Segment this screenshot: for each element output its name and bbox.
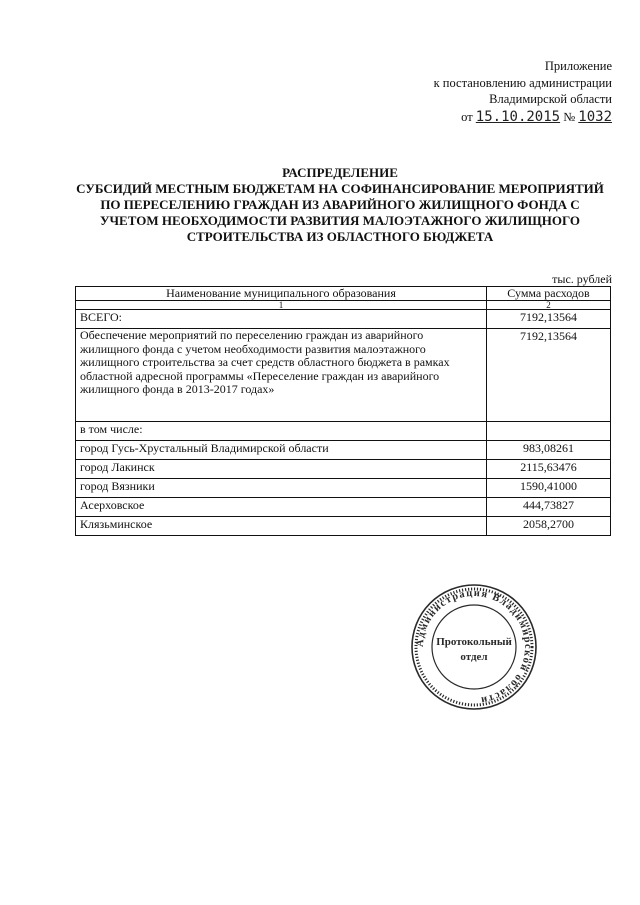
row-name: Асерховское [76, 498, 487, 517]
document-title [70, 165, 610, 245]
row-name: город Лакинск [76, 460, 487, 479]
appendix-label: Приложение [544, 59, 612, 73]
number-value: 1032 [578, 108, 612, 125]
date-prefix: от [461, 109, 473, 124]
program-label: Обеспечение мероприятий по переселению граждан из аварийного жилищного фонда с учетом необходимости развития малоэтажного жилищного строительства за счет средств областного бюджета в рамках областной адресной программы «Переселение граждан из аварийного жилищного фонда в 2013-2017 годах» [76, 329, 487, 422]
title-line-2: СУБСИДИЙ МЕСТНЫМ БЮДЖЕТАМ НА СОФИНАНСИРОВАНИЕ МЕРОПРИЯТИЙ [76, 181, 604, 196]
table-row [76, 498, 611, 517]
row-value: 444,73827 [487, 498, 611, 517]
total-row [76, 310, 611, 329]
stamp-center-line-2: отдел [460, 651, 488, 663]
row-name: город Вязники [76, 479, 487, 498]
date-number-line [434, 109, 612, 126]
total-label: ВСЕГО: [76, 310, 487, 329]
row-value: 983,08261 [487, 441, 611, 460]
program-value: 7192,13564 [487, 329, 611, 422]
official-stamp [409, 582, 539, 712]
total-value: 7192,13564 [487, 310, 611, 329]
region-label: Владимирской области [489, 92, 612, 106]
document-header [434, 58, 612, 125]
units-label: тыс. рублей [552, 272, 612, 286]
title-line-4: УЧЕТОМ НЕОБХОДИМОСТИ РАЗВИТИЯ МАЛОЭТАЖНОГО ЖИЛИЩНОГО [99, 213, 581, 228]
row-name: Клязьминское [76, 517, 487, 536]
including-label: в том числе: [76, 422, 487, 441]
table-header-row [76, 287, 611, 301]
subsidy-table [75, 286, 611, 536]
date-value: 15.10.2015 [475, 108, 561, 125]
row-value: 1590,41000 [487, 479, 611, 498]
table-row [76, 517, 611, 536]
col-index-2: 2 [487, 301, 611, 310]
title-line-1: РАСПРЕДЕЛЕНИЕ [282, 165, 398, 180]
including-value [487, 422, 611, 441]
row-value: 2115,63476 [487, 460, 611, 479]
col-sum-header: Сумма расходов [487, 287, 611, 301]
including-row [76, 422, 611, 441]
table-index-row [76, 301, 611, 310]
row-name: город Гусь-Хрустальный Владимирской области [76, 441, 487, 460]
stamp-center-line-1: Протокольный [436, 636, 512, 648]
col-name-header: Наименование муниципального образования [76, 287, 487, 301]
table-row [76, 441, 611, 460]
title-line-5: СТРОИТЕЛЬСТВА ИЗ ОБЛАСТНОГО БЮДЖЕТА [186, 229, 494, 244]
program-row [76, 329, 611, 422]
table-row [76, 479, 611, 498]
resolution-label: к постановлению администрации [433, 75, 612, 90]
stamp-ring-text: Администрация Владимирской области [414, 587, 534, 706]
col-index-1: 1 [76, 301, 487, 310]
number-prefix: № [563, 109, 576, 124]
row-value: 2058,2700 [487, 517, 611, 536]
table-row [76, 460, 611, 479]
title-line-3: ПО ПЕРЕСЕЛЕНИЮ ГРАЖДАН ИЗ АВАРИЙНОГО ЖИЛИЩНОГО ФОНДА С [100, 197, 580, 212]
